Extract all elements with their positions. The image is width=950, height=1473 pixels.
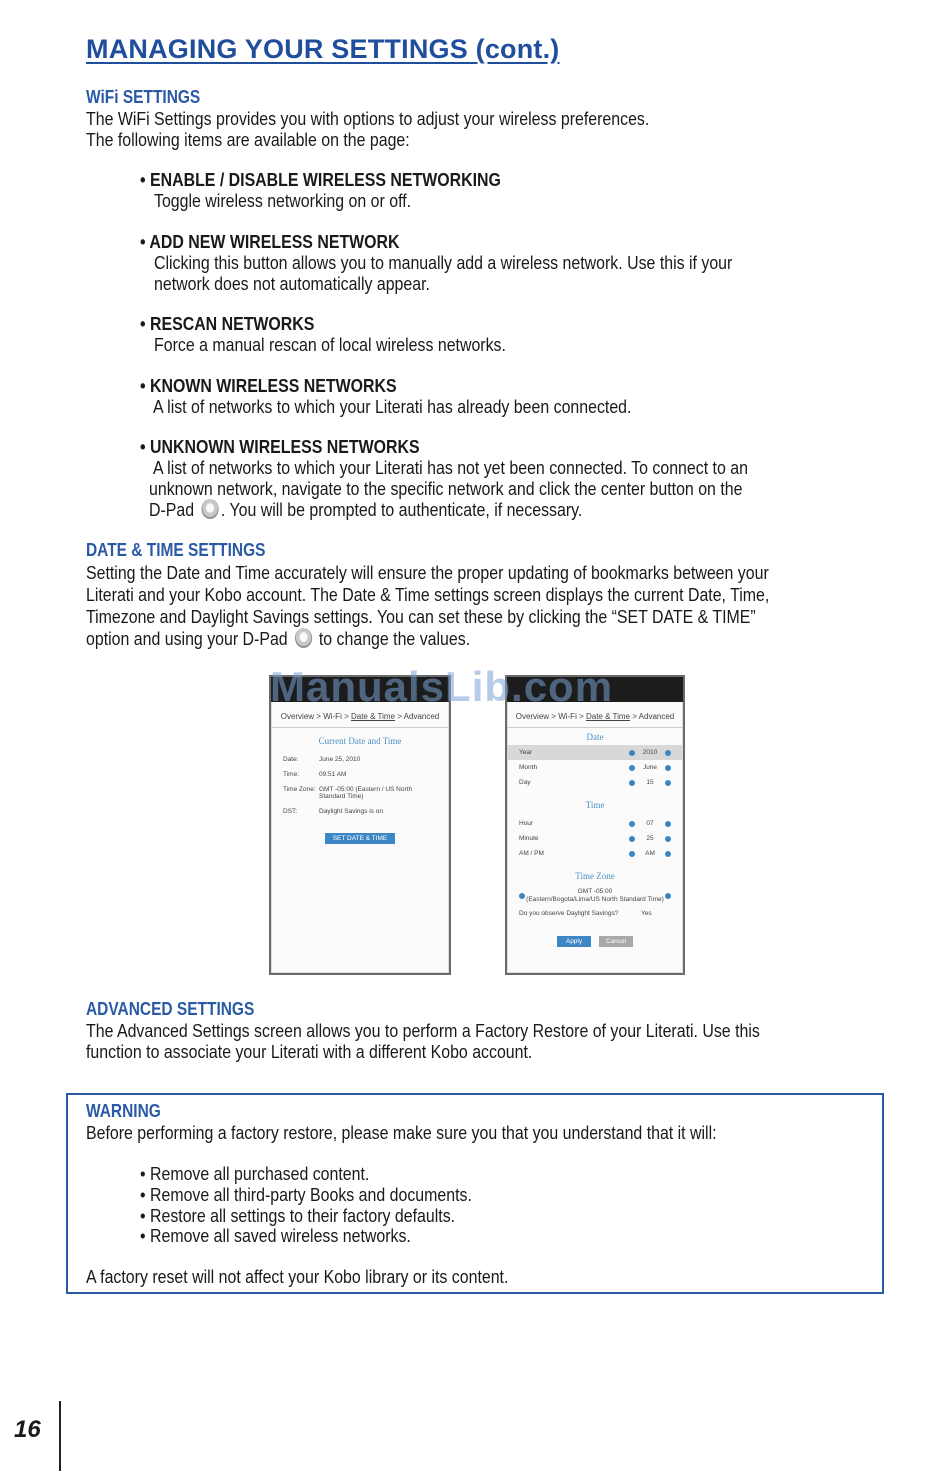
nav-advanced: Advanced [638,712,675,721]
dpad-text: option and using your D-Pad [86,628,288,649]
nav-date-time: Date & Time [585,712,630,721]
dpad-text: D-Pad [149,499,195,520]
watermark: ManualsLib.com [270,663,614,710]
device-status-bar [507,677,683,702]
wifi-item-title: • KNOWN WIRELESS NETWORKS [140,375,397,396]
nav-overview: Overview [515,712,550,721]
dpad-suffix-text: to change the values. [318,628,471,649]
device-status-bar [271,677,449,702]
date-time-line: Setting the Date and Time accurately will ensure the proper updating of bookmarks between your [86,562,769,583]
date-time-overview-screenshot [269,675,451,975]
wifi-intro-line-1: The WiFi Settings provides you with options to adjust your wireless preferences. [86,108,650,129]
page-title: MANAGING YOUR SETTINGS (cont.) [86,34,560,64]
date-row[interactable]: Month June [507,760,683,775]
advanced-settings-heading: ADVANCED SETTINGS [86,999,255,1019]
date-time-heading: DATE & TIME SETTINGS [86,540,266,560]
nav-date-time: Date & Time [350,712,395,721]
info-row: Time Zone: GMT -05:00 (Eastern / US North Standard Time) [283,786,413,800]
date-section-title: Date [586,732,604,742]
dst-row[interactable]: Do you observe Daylight Savings? Yes [519,910,652,917]
increment-icon [665,780,671,786]
increment-icon [665,765,671,771]
advanced-line: The Advanced Settings screen allows you to perform a Factory Restore of your Literati. Use this [86,1020,760,1041]
warning-intro: Before performing a factory restore, please make sure you that you understand that it will: [86,1122,717,1143]
increment-icon [665,821,671,827]
date-row[interactable]: Day 15 [507,775,683,790]
dpad-suffix-text: . You will be prompted to authenticate, if necessary. [220,499,583,520]
increment-icon [665,750,671,756]
date-time-line: Timezone and Daylight Savings settings. You can set these by clicking the “SET DATE & TIME” [86,606,756,627]
time-row[interactable]: Minute 25 [507,831,683,846]
date-time-edit-screenshot [505,675,685,975]
apply-button[interactable]: Apply [557,936,591,947]
wifi-item-desc: Clicking this button allows you to manually add a wireless network. Use this if your [154,252,733,273]
warning-item: • Restore all settings to their factory defaults. [140,1205,456,1226]
nav-advanced: Advanced [403,712,440,721]
time-zone-row[interactable]: GMT -05:00 (Eastern/Bogota/Lima/US North Standard Time) [507,885,683,907]
time-section-title: Time [585,800,605,810]
wifi-item-title: • ADD NEW WIRELESS NETWORK [140,231,400,252]
current-date-time-title: Current Date and Time [318,736,402,746]
device-breadcrumb: Overview > Wi-Fi > Date & Time > Advanced [507,702,683,728]
date-row[interactable]: Year 2010 [507,745,683,760]
info-row: Time: 09:51 AM [283,771,347,778]
nav-wifi: Wi-Fi [558,712,577,721]
warning-item: • Remove all purchased content. [140,1163,370,1184]
dpad-center-button-icon [201,499,218,519]
warning-heading: WARNING [86,1101,161,1121]
wifi-item-title: • UNKNOWN WIRELESS NETWORKS [140,436,420,457]
info-row: Date: June 25, 2010 [283,756,361,763]
wifi-intro-line-2: The following items are available on the page: [86,129,410,150]
wifi-settings-heading: WiFi SETTINGS [86,87,201,107]
time-row[interactable]: Hour 07 [507,816,683,831]
warning-footer: A factory reset will not affect your Kobo library or its content. [86,1266,509,1287]
time-row[interactable]: AM / PM AM [507,846,683,861]
set-date-time-button[interactable]: SET DATE & TIME [325,833,395,844]
device-breadcrumb: Overview > Wi-Fi > Date & Time > Advanced [271,702,449,728]
warning-item: • Remove all saved wireless networks. [140,1225,411,1246]
increment-icon [665,851,671,857]
info-row: DST: Daylight Savings is on [283,808,383,815]
nav-wifi: Wi-Fi [323,712,342,721]
advanced-line: function to associate your Literati with a different Kobo account. [86,1041,533,1062]
wifi-item-desc: A list of networks to which your Literati has not yet been connected. To connect to an [153,457,748,478]
wifi-item-desc: Toggle wireless networking on or off. [154,190,412,211]
wifi-item-desc: A list of networks to which your Literati has already been connected. [153,396,632,417]
date-time-line-with-icon [86,628,470,650]
increment-icon[interactable] [665,893,671,899]
time-zone-section-title: Time Zone [575,871,615,881]
wifi-item-desc: unknown network, navigate to the specific network and click the center button on the [149,478,743,499]
cancel-button[interactable]: Cancel [599,936,633,947]
wifi-item-title: • RESCAN NETWORKS [140,313,315,334]
dpad-center-button-icon [295,628,312,648]
footer-rule [59,1401,61,1471]
wifi-item-desc: Force a manual rescan of local wireless networks. [154,334,506,355]
wifi-item-title: • ENABLE / DISABLE WIRELESS NETWORKING [140,169,501,190]
nav-overview: Overview [280,712,315,721]
increment-icon [665,836,671,842]
warning-item: • Remove all third-party Books and documents. [140,1184,472,1205]
wifi-item-desc-with-icon [149,499,582,520]
wifi-item-desc: network does not automatically appear. [154,273,430,294]
page-number: 16 [14,1416,41,1443]
date-time-line: Literati and your Kobo account. The Date & Time settings screen displays the current Date, Time, [86,584,770,605]
